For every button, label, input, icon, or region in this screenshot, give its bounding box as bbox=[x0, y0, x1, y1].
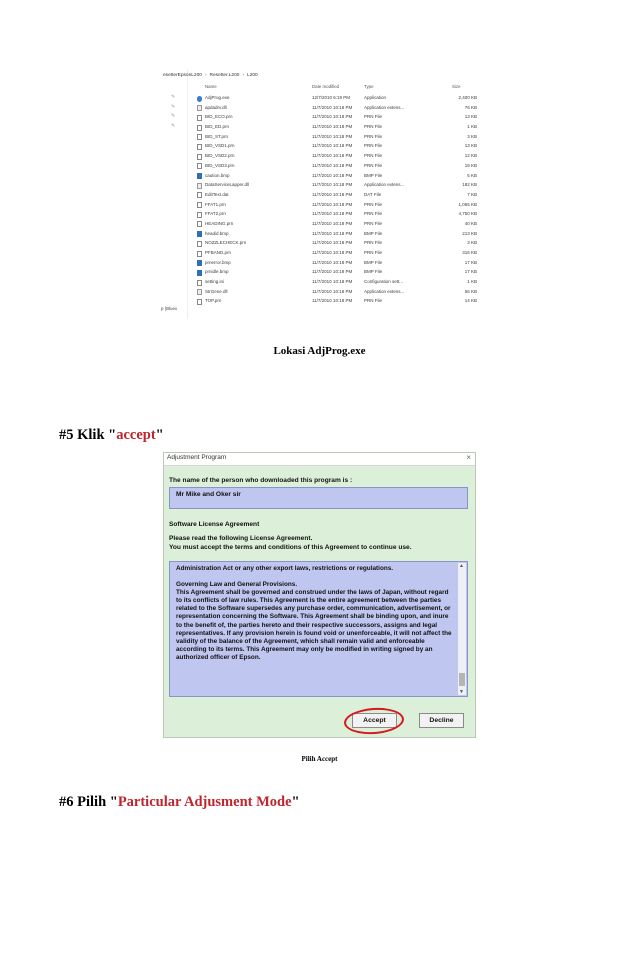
file-date: 11/7/2010 10:18 PM bbox=[312, 288, 353, 294]
license-line: Administration Act or any other export laws, restrictions or regulations. bbox=[176, 565, 394, 572]
file-date: 11/7/2010 10:18 PM bbox=[312, 201, 353, 207]
license-paragraph-title: Governing Law and General Provisions. bbox=[176, 581, 298, 589]
file-name: FFAT2.prn bbox=[205, 211, 226, 217]
dialog-titlebar bbox=[164, 453, 475, 466]
file-date: 11/7/2010 10:18 PM bbox=[312, 162, 353, 168]
file-date: 11/7/2010 10:18 PM bbox=[312, 250, 353, 255]
file-row[interactable] bbox=[197, 278, 475, 288]
license-intro-1: Please read the following License Agreement. bbox=[169, 535, 313, 542]
file-file-icon bbox=[197, 251, 202, 257]
scroll-up-icon[interactable]: ▲ bbox=[459, 563, 464, 569]
file-row[interactable] bbox=[197, 288, 475, 298]
step-5-prefix: #5 Klik " bbox=[59, 427, 117, 443]
file-name: BID_VSD2.prn bbox=[205, 153, 235, 159]
file-date: 11/7/2010 10:18 PM bbox=[312, 230, 353, 236]
file-name: DataServiceLapper.dll bbox=[205, 182, 250, 188]
file-name: caution.bmp bbox=[205, 172, 230, 178]
file-size: 1 KB bbox=[467, 279, 477, 285]
file-row[interactable] bbox=[197, 142, 475, 152]
file-type: PRN File bbox=[364, 133, 383, 139]
exe-file-icon bbox=[197, 96, 202, 102]
file-size: 4,750 KB bbox=[458, 211, 477, 217]
explorer-screenshot bbox=[161, 69, 477, 319]
file-size: 19 KB bbox=[464, 162, 477, 168]
file-row[interactable] bbox=[197, 239, 475, 249]
file-name: NOZZLECHECK.prn bbox=[205, 240, 247, 246]
step-6-suffix: " bbox=[291, 794, 300, 810]
file-size: 3 KB bbox=[467, 133, 477, 139]
file-date: 11/7/2010 10:18 PM bbox=[312, 269, 353, 275]
decline-button[interactable]: Decline bbox=[419, 713, 464, 728]
file-type: PRN File bbox=[364, 114, 383, 120]
file-row[interactable] bbox=[197, 249, 475, 259]
file-type: PRN File bbox=[364, 162, 383, 168]
file-type: Application bbox=[364, 95, 387, 100]
file-name: FFAT1.prn bbox=[205, 201, 226, 207]
file-name: AdjProg.exe bbox=[205, 95, 230, 100]
file-file-icon bbox=[197, 154, 202, 160]
file-type: Application extens... bbox=[364, 182, 405, 188]
file-size: 40 KB bbox=[464, 220, 477, 226]
file-row[interactable] bbox=[197, 268, 475, 278]
file-size: 5 KB bbox=[467, 172, 477, 178]
breadcrumb-item[interactable]: L200 bbox=[247, 72, 258, 78]
pin-icon: ✎ bbox=[171, 123, 176, 130]
file-file-icon bbox=[197, 299, 202, 305]
pin-icon: ✎ bbox=[171, 94, 176, 100]
close-icon[interactable]: × bbox=[466, 453, 471, 462]
license-text-box[interactable] bbox=[169, 561, 468, 697]
license-scrollbar[interactable] bbox=[458, 563, 466, 695]
file-size: 56 KB bbox=[464, 288, 477, 294]
file-date: 11/7/2010 10:18 PM bbox=[312, 298, 353, 304]
file-name: BID_ECO.prn bbox=[205, 114, 233, 120]
file-row[interactable] bbox=[197, 162, 475, 172]
file-name: prnidle.bmp bbox=[205, 269, 229, 275]
bmp-file-icon bbox=[197, 270, 202, 276]
file-date: 11/7/2010 10:18 PM bbox=[312, 104, 353, 110]
file-file-icon bbox=[197, 212, 202, 218]
file-size: 17 KB bbox=[464, 269, 477, 275]
file-row[interactable] bbox=[197, 220, 475, 230]
file-name: TOP.prn bbox=[205, 298, 222, 304]
file-name: BID_VSD3.prn bbox=[205, 162, 235, 168]
column-header-date[interactable]: Date modified bbox=[312, 84, 340, 89]
file-date: 11/7/2010 10:18 PM bbox=[312, 124, 353, 130]
file-type: Configuration sett... bbox=[364, 279, 404, 285]
file-date: 11/7/2010 10:18 PM bbox=[312, 153, 353, 159]
file-size: 7 KB bbox=[467, 191, 477, 197]
caption-pilih-accept: Pilih Accept bbox=[301, 755, 338, 763]
file-file-icon bbox=[197, 125, 202, 131]
step-5-heading bbox=[59, 427, 164, 444]
license-heading: Software License Agreement bbox=[169, 521, 260, 528]
file-file-icon bbox=[197, 144, 202, 150]
file-name: PFBAND.prn bbox=[205, 250, 232, 255]
file-size: 1 KB bbox=[467, 124, 477, 130]
file-row[interactable] bbox=[197, 230, 475, 240]
file-size: 13 KB bbox=[464, 143, 477, 149]
file-type: PRN File bbox=[364, 153, 383, 159]
dll-file-icon bbox=[197, 289, 202, 295]
file-name: apdadrv.dll bbox=[205, 104, 227, 110]
dll-file-icon bbox=[197, 105, 202, 111]
sidebar-item-label[interactable]: p (Bluex bbox=[161, 306, 178, 311]
file-row[interactable] bbox=[197, 133, 475, 143]
file-size: 182 KB bbox=[462, 182, 477, 188]
dll-file-icon bbox=[197, 183, 202, 189]
file-type: PRN File bbox=[364, 220, 383, 226]
chevron-right-icon: › bbox=[242, 72, 245, 78]
file-name: EditText.dat bbox=[205, 191, 229, 197]
file-row[interactable] bbox=[197, 104, 475, 114]
file-type: BMP File bbox=[364, 259, 383, 265]
file-row[interactable] bbox=[197, 191, 475, 201]
step-5-highlight: accept bbox=[116, 427, 156, 443]
step-6-prefix: #6 Pilih " bbox=[59, 794, 118, 810]
file-date: 11/7/2010 10:18 PM bbox=[312, 211, 353, 217]
license-intro-2: You must accept the terms and conditions of this Agreement to continue use. bbox=[169, 544, 412, 551]
file-type: Application extens... bbox=[364, 104, 405, 110]
file-type: PRN File bbox=[364, 240, 383, 246]
file-list bbox=[197, 94, 475, 307]
red-highlight-circle bbox=[343, 706, 405, 736]
file-row[interactable] bbox=[197, 210, 475, 220]
bmp-file-icon bbox=[197, 173, 202, 179]
file-name: headid.bmp bbox=[205, 230, 229, 236]
column-header-size[interactable]: Size bbox=[452, 84, 461, 89]
accept-button[interactable]: Accept bbox=[352, 713, 397, 728]
column-header-type[interactable]: Type bbox=[364, 84, 374, 89]
file-size: 3 KB bbox=[467, 240, 477, 246]
file-date: 12/7/2010 6:19 PM bbox=[312, 95, 351, 100]
file-date: 11/7/2010 10:18 PM bbox=[312, 172, 353, 178]
file-type: PRN File bbox=[364, 124, 383, 130]
bmp-file-icon bbox=[197, 231, 202, 237]
file-row[interactable] bbox=[197, 123, 475, 133]
column-headers bbox=[197, 84, 475, 91]
file-file-icon bbox=[197, 163, 202, 169]
file-type: PRN File bbox=[364, 211, 383, 217]
downloader-name-label: The name of the person who downloaded this program is : bbox=[169, 477, 353, 484]
file-row[interactable] bbox=[197, 201, 475, 211]
file-type: Application extens... bbox=[364, 288, 405, 294]
file-name: BID_VSD1.prn bbox=[205, 143, 235, 149]
file-size: 17 KB bbox=[464, 259, 477, 265]
file-row[interactable] bbox=[197, 259, 475, 269]
file-size: 1,065 KB bbox=[458, 201, 477, 207]
breadcrumb bbox=[163, 71, 258, 79]
file-row[interactable] bbox=[197, 113, 475, 123]
file-file-icon bbox=[197, 115, 202, 121]
chevron-right-icon: › bbox=[204, 72, 207, 78]
downloader-name-field bbox=[169, 487, 468, 509]
pin-icon: ✎ bbox=[171, 103, 176, 110]
breadcrumb-item[interactable]: esetterEpsonL200 bbox=[163, 72, 202, 78]
step-6-heading bbox=[59, 794, 300, 811]
file-size: 13 KB bbox=[464, 114, 477, 120]
scroll-down-icon[interactable]: ▼ bbox=[459, 689, 464, 695]
step-6-highlight: Particular Adjusment Mode bbox=[117, 794, 292, 810]
file-size: 14 KB bbox=[464, 298, 477, 304]
file-date: 11/7/2010 10:18 PM bbox=[312, 279, 353, 285]
file-type: BMP File bbox=[364, 172, 383, 178]
file-file-icon bbox=[197, 221, 202, 227]
file-date: 11/7/2010 10:18 PM bbox=[312, 143, 353, 149]
breadcrumb-item[interactable]: Resetter.L200 bbox=[209, 72, 240, 78]
adjustment-program-dialog bbox=[163, 452, 476, 738]
file-name: prnerror.bmp bbox=[205, 259, 231, 265]
downloader-name-value: Mr Mike and Oker sir bbox=[176, 491, 241, 498]
scrollbar-thumb[interactable] bbox=[459, 673, 465, 686]
bmp-file-icon bbox=[197, 260, 202, 266]
file-type: PRN File bbox=[364, 250, 383, 255]
pin-icon: ✎ bbox=[171, 113, 176, 120]
file-size: 12 KB bbox=[464, 153, 477, 159]
file-row[interactable] bbox=[197, 94, 475, 104]
file-date: 11/7/2010 10:18 PM bbox=[312, 182, 353, 188]
file-file-icon bbox=[197, 134, 202, 140]
file-type: BMP File bbox=[364, 269, 383, 275]
file-row[interactable] bbox=[197, 172, 475, 182]
file-name: setting.ini bbox=[205, 279, 225, 285]
file-size: 316 KB bbox=[462, 250, 477, 255]
file-row[interactable] bbox=[197, 297, 475, 307]
file-date: 11/7/2010 10:18 PM bbox=[312, 114, 353, 120]
file-row[interactable] bbox=[197, 152, 475, 162]
file-row[interactable] bbox=[197, 181, 475, 191]
file-name: BID_ED.prn bbox=[205, 124, 230, 130]
file-type: PRN File bbox=[364, 143, 383, 149]
file-date: 11/7/2010 10:18 PM bbox=[312, 240, 353, 246]
file-size: 213 KB bbox=[462, 230, 477, 236]
file-name: BID_ST.prn bbox=[205, 133, 229, 139]
quick-access-pins bbox=[171, 93, 185, 132]
file-date: 11/7/2010 10:18 PM bbox=[312, 259, 353, 265]
step-5-suffix: " bbox=[155, 427, 164, 443]
caption-adjprog-location: Lokasi AdjProg.exe bbox=[273, 345, 366, 357]
file-type: PRN File bbox=[364, 298, 383, 304]
file-file-icon bbox=[197, 192, 202, 198]
file-type: PRN File bbox=[364, 201, 383, 207]
file-date: 11/7/2010 10:18 PM bbox=[312, 133, 353, 139]
column-header-name[interactable]: Name bbox=[205, 84, 217, 89]
file-size: 76 KB bbox=[464, 104, 477, 110]
license-paragraph: This Agreement shall be governed and construed under the laws of Japan, without regard to its conflicts of law rules. This Agreement is the entire agreement between the parties related to the Software supersedes any purchase order, communication, advertisement, or representation concerning the Software. This Agreement shall be binding upon, and inure to the benefit of, the parties hereto and their respective successors, assigns and legal representatives. If any provision herein is found void or unenforceable, it will not affect the validity of the balance of the Agreement, which shall remain valid and enforceable according to its terms. This Agreement may only be modified in writing signed by an authorized officer of Epson. bbox=[176, 589, 452, 661]
file-file-icon bbox=[197, 280, 202, 286]
dialog-title: Adjustment Program bbox=[167, 454, 227, 461]
file-type: BMP File bbox=[364, 230, 383, 236]
file-file-icon bbox=[197, 241, 202, 247]
file-file-icon bbox=[197, 202, 202, 208]
file-size: 2,400 KB bbox=[458, 95, 477, 100]
file-name: HEADING.prn bbox=[205, 220, 234, 226]
file-date: 11/7/2010 10:18 PM bbox=[312, 220, 353, 226]
file-type: DAT File bbox=[364, 191, 382, 197]
file-date: 11/7/2010 10:18 PM bbox=[312, 191, 353, 197]
file-name: StrGene.dll bbox=[205, 288, 228, 294]
